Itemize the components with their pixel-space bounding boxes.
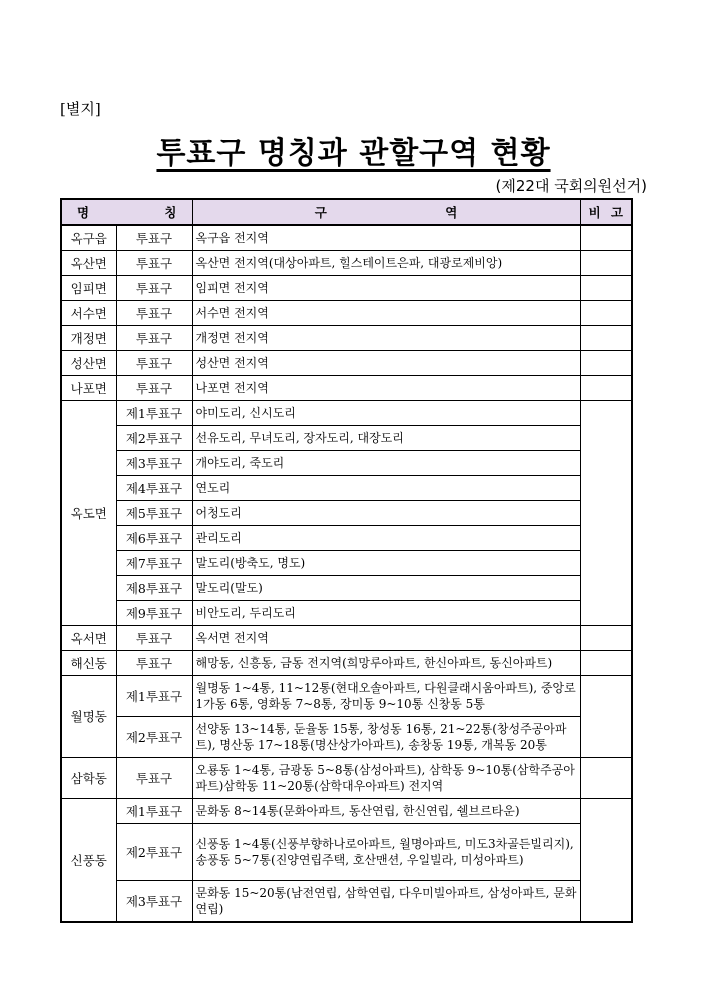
table-row [61, 376, 632, 401]
precinct-cell: 제1투표구 [116, 401, 192, 426]
area-cell: 옥서면 전지역 [192, 626, 580, 651]
header-area-part: 구 [314, 204, 327, 220]
area-cell: 말도리(말도) [192, 576, 580, 601]
precinct-cell: 투표구 [116, 376, 192, 401]
precinct-cell: 제2투표구 [116, 426, 192, 451]
area-cell: 문화동 8~14통(문화아파트, 동산연립, 한신연립, 쉘브르타운) [192, 799, 580, 824]
table-row [61, 758, 632, 799]
precinct-cell: 제2투표구 [116, 717, 192, 758]
precinct-cell: 제5투표구 [116, 501, 192, 526]
dong-cell: 해신동 [61, 651, 116, 676]
precinct-cell: 제3투표구 [116, 451, 192, 476]
note-cell [580, 351, 632, 376]
table-row [61, 676, 632, 717]
area-cell: 개야도리, 죽도리 [192, 451, 580, 476]
table-row [61, 426, 632, 451]
table-row [61, 717, 632, 758]
note-cell [580, 376, 632, 401]
election-subtitle: (제22대 국회의원선거) [495, 177, 647, 195]
note-cell [580, 251, 632, 276]
table-row [61, 326, 632, 351]
precinct-cell: 투표구 [116, 758, 192, 799]
note-cell [580, 626, 632, 651]
table-row [61, 401, 632, 426]
area-cell: 신풍동 1~4통(신풍부향하나로아파트, 월명아파트, 미도3차골든빌리지), 송풍동 5~7통(진양연립주택, 호산맨션, 우일빌라, 미성아파트) [192, 824, 580, 881]
precinct-cell: 제1투표구 [116, 676, 192, 717]
dong-cell: 신풍동 [61, 799, 116, 923]
table-row [61, 476, 632, 501]
precinct-cell: 투표구 [116, 276, 192, 301]
precinct-cell: 투표구 [116, 651, 192, 676]
note-cell [580, 799, 632, 923]
area-cell: 성산면 전지역 [192, 351, 580, 376]
precinct-cell: 투표구 [116, 225, 192, 251]
note-cell [580, 401, 632, 626]
dong-cell: 서수면 [61, 301, 116, 326]
area-cell: 문화동 15~20통(남전연립, 삼학연립, 다우미빌아파트, 삼성아파트, 문화연립) [192, 881, 580, 923]
table-row [61, 651, 632, 676]
table-header-row [61, 199, 632, 225]
precinct-cell: 제9투표구 [116, 601, 192, 626]
table-row [61, 276, 632, 301]
table-row [61, 301, 632, 326]
header-name-part: 명 [77, 204, 90, 220]
precinct-cell: 투표구 [116, 251, 192, 276]
precinct-cell: 제6투표구 [116, 526, 192, 551]
precinct-cell: 투표구 [116, 326, 192, 351]
area-cell: 어청도리 [192, 501, 580, 526]
dong-cell: 옥구읍 [61, 225, 116, 251]
area-cell: 야미도리, 신시도리 [192, 401, 580, 426]
area-cell: 임피면 전지역 [192, 276, 580, 301]
precinct-cell: 제4투표구 [116, 476, 192, 501]
header-name [61, 199, 192, 225]
area-cell: 관리도리 [192, 526, 580, 551]
area-cell: 오룡동 1~4통, 금광동 5~8통(삼성아파트), 삼학동 9~10통(삼학주공아파트)삼학동 11~20통(삼학대우아파트) 전지역 [192, 758, 580, 799]
precinct-cell: 투표구 [116, 351, 192, 376]
precinct-cell: 제8투표구 [116, 576, 192, 601]
note-cell [580, 651, 632, 676]
dong-cell: 개정면 [61, 326, 116, 351]
precinct-cell: 제2투표구 [116, 824, 192, 881]
precinct-cell: 제3투표구 [116, 881, 192, 923]
table-row [61, 626, 632, 651]
precinct-cell: 제7투표구 [116, 551, 192, 576]
note-cell [580, 326, 632, 351]
dong-cell: 옥서면 [61, 626, 116, 651]
table-row [61, 824, 632, 881]
polling-district-table [60, 198, 633, 923]
area-cell: 나포면 전지역 [192, 376, 580, 401]
dong-cell: 옥산면 [61, 251, 116, 276]
dong-cell: 성산면 [61, 351, 116, 376]
note-cell [580, 301, 632, 326]
table-row [61, 601, 632, 626]
table-row [61, 501, 632, 526]
note-cell [580, 676, 632, 758]
table-row [61, 225, 632, 251]
table-row [61, 451, 632, 476]
page-title: 투표구 명칭과 관할구역 현황 [156, 136, 551, 171]
table-row [61, 351, 632, 376]
area-cell: 서수면 전지역 [192, 301, 580, 326]
table-row [61, 551, 632, 576]
header-name-part: 칭 [164, 204, 177, 220]
area-cell: 선양동 13~14통, 둔율동 15통, 창성동 16통, 21~22통(창성주공아파트), 명산동 17~18통(명산상가아파트), 송창동 19통, 개복동 20통 [192, 717, 580, 758]
attachment-label: [별지] [60, 100, 101, 118]
table-row [61, 251, 632, 276]
area-cell: 개정면 전지역 [192, 326, 580, 351]
note-cell [580, 225, 632, 251]
header-area [192, 199, 580, 225]
area-cell: 월명동 1~4통, 11~12통(현대오솔아파트, 다원클래시움아파트), 중앙로1가동 6통, 영화동 7~8통, 장미동 9~10통 신창동 5통 [192, 676, 580, 717]
table-row [61, 576, 632, 601]
dong-cell: 삼학동 [61, 758, 116, 799]
dong-cell: 임피면 [61, 276, 116, 301]
table-row [61, 881, 632, 923]
area-cell: 옥산면 전지역(대상아파트, 힐스테이트은파, 대광로제비앙) [192, 251, 580, 276]
area-cell: 옥구읍 전지역 [192, 225, 580, 251]
area-cell: 선유도리, 무녀도리, 장자도리, 대장도리 [192, 426, 580, 451]
dong-cell: 월명동 [61, 676, 116, 758]
area-cell: 비안도리, 두리도리 [192, 601, 580, 626]
precinct-cell: 제1투표구 [116, 799, 192, 824]
precinct-cell: 투표구 [116, 626, 192, 651]
table-row [61, 526, 632, 551]
note-cell [580, 758, 632, 799]
header-note-part: 비 [588, 204, 601, 220]
precinct-cell: 투표구 [116, 301, 192, 326]
area-cell: 말도리(방축도, 명도) [192, 551, 580, 576]
dong-cell: 옥도면 [61, 401, 116, 626]
area-cell: 해망동, 신흥동, 금동 전지역(희망루아파트, 한신아파트, 동신아파트) [192, 651, 580, 676]
header-note-part: 고 [610, 204, 623, 220]
note-cell [580, 276, 632, 301]
header-area-part: 역 [445, 204, 458, 220]
area-cell: 연도리 [192, 476, 580, 501]
header-note [580, 199, 632, 225]
table-row [61, 799, 632, 824]
dong-cell: 나포면 [61, 376, 116, 401]
